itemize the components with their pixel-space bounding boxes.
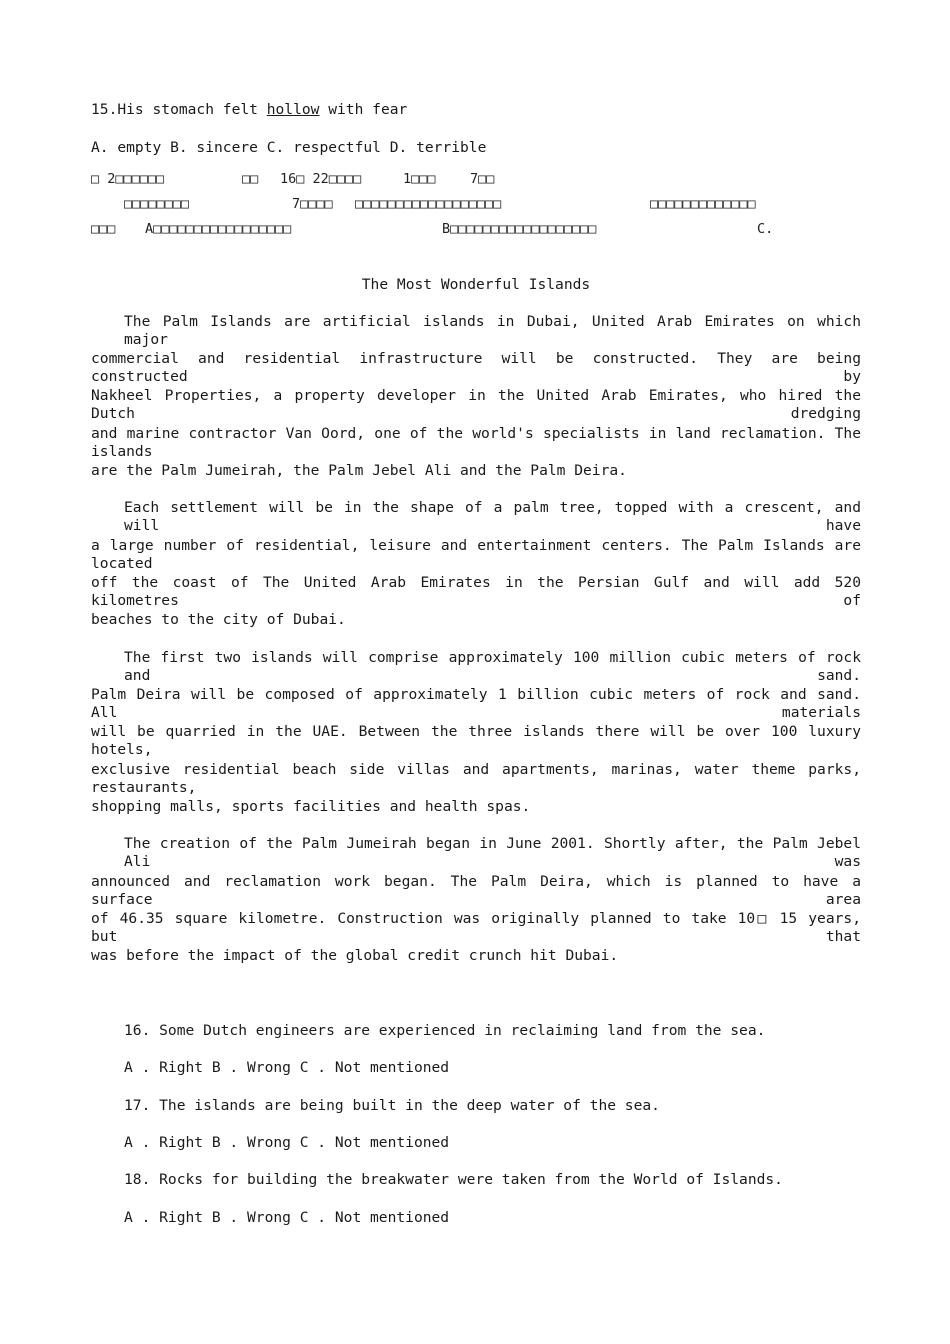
instructions-row1-seg3: 16□ 22□□□□ bbox=[280, 171, 362, 187]
instructions-row3-seg2: A□□□□□□□□□□□□□□□□□ bbox=[145, 221, 292, 237]
passage-line: beaches to the city of Dubai. bbox=[91, 611, 346, 628]
question-18-stem: 18. Rocks for building the breakwater were taken from the World of Islands. bbox=[124, 1171, 783, 1188]
instructions-row2-seg2: 7□□□□ bbox=[292, 196, 333, 212]
instructions-row1-seg1: □ 2□□□□□□ bbox=[91, 171, 165, 187]
question-17-options: A . Right B . Wrong C . Not mentioned bbox=[124, 1134, 450, 1151]
passage-line: was before the impact of the global credit crunch hit Dubai. bbox=[91, 947, 619, 964]
passage-line: Palm Deira will be composed of approximately 1 billion cubic meters of rock and sand. All materials bbox=[91, 686, 861, 721]
passage-line: are the Palm Jumeirah, the Palm Jebel Ali and the Palm Deira. bbox=[91, 462, 627, 479]
passage-line: shopping malls, sports facilities and health spas. bbox=[91, 798, 531, 815]
passage-line: commercial and residential infrastructure will be constructed. They are being constructed by bbox=[91, 350, 861, 385]
passage-line: off the coast of The United Arab Emirates in the Persian Gulf and will add 520 kilometres of bbox=[91, 574, 861, 609]
question-15-suffix: with fear bbox=[319, 101, 408, 118]
instructions-row3-seg3: B□□□□□□□□□□□□□□□□□□ bbox=[442, 221, 597, 237]
question-16-options: A . Right B . Wrong C . Not mentioned bbox=[124, 1059, 450, 1076]
question-17-stem: 17. The islands are being built in the deep water of the sea. bbox=[124, 1097, 660, 1114]
question-16-stem: 16. Some Dutch engineers are experienced in reclaiming land from the sea. bbox=[124, 1022, 766, 1039]
passage-line: will be quarried in the UAE. Between the three islands there will be over 100 luxury hotels, bbox=[91, 723, 861, 758]
question-18-options: A . Right B . Wrong C . Not mentioned bbox=[124, 1209, 450, 1226]
passage-line: The first two islands will comprise approximately 100 million cubic meters of rock and sand. bbox=[124, 649, 861, 684]
passage-line: Nakheel Properties, a property developer in the United Arab Emirates, who hired the Dutch dredging bbox=[91, 387, 861, 422]
instructions-row3-seg1: □□□ bbox=[91, 221, 116, 237]
instructions-row1-seg2: □□ bbox=[242, 171, 259, 187]
instructions-row2-seg3: □□□□□□□□□□□□□□□□□□ bbox=[355, 196, 502, 212]
passage-line: and marine contractor Van Oord, one of the world's specialists in land reclamation. The islands bbox=[91, 425, 861, 460]
passage-title: The Most Wonderful Islands bbox=[361, 276, 591, 293]
passage-line: announced and reclamation work began. The Palm Deira, which is planned to have a surface area bbox=[91, 873, 861, 908]
question-15-options: A. empty B. sincere C. respectful D. terrible bbox=[91, 139, 487, 156]
question-15-underlined-word: hollow bbox=[266, 101, 320, 118]
question-15-stem bbox=[91, 101, 861, 119]
passage-line: a large number of residential, leisure and entertainment centers. The Palm Islands are located bbox=[91, 537, 861, 572]
passage-line: exclusive residential beach side villas and apartments, marinas, water theme parks, restaurants, bbox=[91, 761, 861, 796]
question-15-prefix: 15.His stomach felt bbox=[91, 101, 267, 118]
passage-line: Each settlement will be in the shape of a palm tree, topped with a crescent, and will have bbox=[124, 499, 861, 534]
passage-line: of 46.35 square kilometre. Construction was originally planned to take 10□ 15 years, but that bbox=[91, 910, 861, 945]
passage-line: The creation of the Palm Jumeirah began in June 2001. Shortly after, the Palm Jebel Ali was bbox=[124, 835, 861, 870]
passage-line: The Palm Islands are artificial islands in Dubai, United Arab Emirates on which major bbox=[124, 313, 861, 348]
instructions-row1-seg5: 7□□ bbox=[470, 171, 495, 187]
instructions-row3-seg4: C. bbox=[757, 221, 774, 237]
instructions-row2-seg4: □□□□□□□□□□□□□ bbox=[650, 196, 756, 212]
instructions-row2-seg1: □□□□□□□□ bbox=[124, 196, 190, 212]
instructions-row1-seg4: 1□□□ bbox=[403, 171, 436, 187]
